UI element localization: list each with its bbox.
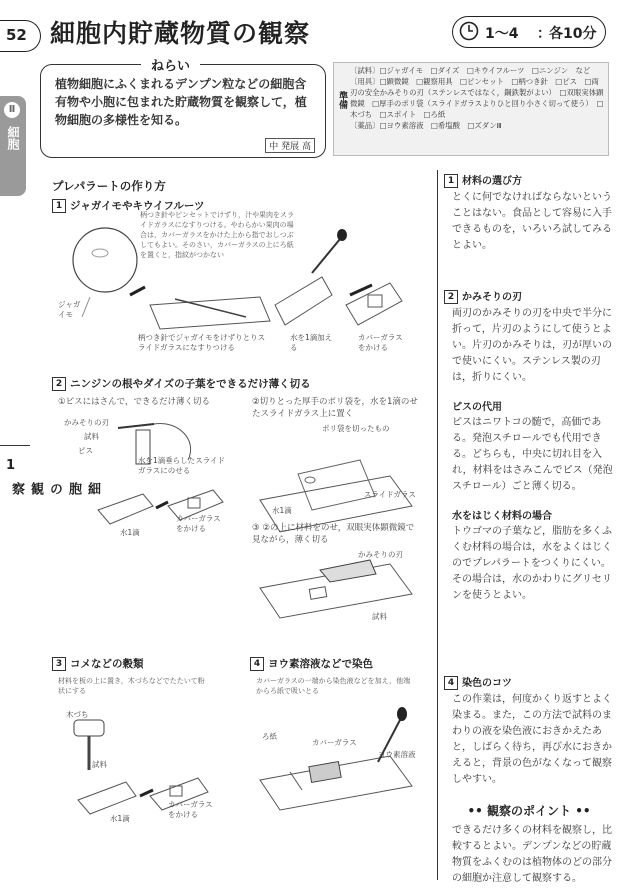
side-chapter-text: 細胞の観察 [9, 482, 100, 495]
step3-label-cover: カバーガラスをかける [168, 800, 213, 819]
sparkle-icon: •• [467, 804, 483, 818]
step1-title: 1 ジャガイモやキウイフルーツ [52, 198, 205, 213]
step4-title: 4 ヨウ素溶液などで染色 [250, 656, 373, 671]
rp-s5-head: 4 染色のコツ [444, 674, 614, 690]
side-tab-roman: Ⅱ [4, 102, 20, 118]
step1-label-potato: ジャガイモ [58, 300, 81, 319]
aim-box [40, 59, 326, 158]
rp-s4-body: トウゴマの子葉など，脂肪を多くふくむ材料の場合は，水をよくはじくのでプレパラートをつくりにくい。その場合は，水のかわりにグリセリンを使うとよい。 [452, 526, 612, 601]
step2-title: 2 ニンジンの根やダイズの子葉をできるだけ薄く切る [52, 376, 311, 391]
rp-s4-head: 水をはじく材料の場合 [452, 511, 552, 522]
step2-label-sample2: 試料 [372, 612, 387, 621]
page-number-badge [0, 20, 41, 52]
step2-label-blade: かみそりの刃 [64, 418, 109, 427]
step2-label-water2: 水1滴 [272, 506, 292, 515]
step1-label-water: 水を1滴加える [290, 333, 333, 352]
step3-label-sample: 試料 [92, 760, 107, 769]
side-tab-text: 細胞 [6, 126, 20, 150]
step3-label-mallet: 木づち [66, 710, 89, 719]
step2-sub1: ①ピスにはさんで，できるだけ薄く切る [58, 397, 210, 407]
step2-label-cover: カバーガラスをかける [176, 514, 221, 533]
step2-sub2: ②切りとった厚手のポリ袋を，水を1滴のせたスライドガラス上に置く [252, 397, 418, 419]
step2-sub3: ③ ②の上に材料をのせ，双眼実体顕微鏡で見ながら，薄く切る [252, 523, 415, 545]
prep-tools: 〔用具〕□顕微鏡 □観察用具 □ピンセット □柄つき針 □ピス □両刃の安全かみそりの刃（ステンレスではなく，鋼鉄製がよい） □双眼実体顕微鏡 □厚手のポリ袋（スライドガラスよりひと回り小さく切って使う） □木づち □スポイト □ろ紙 [350, 77, 604, 119]
page-number: 52 [6, 26, 27, 44]
time-steps: 1〜4 [485, 26, 519, 42]
rp-s5-body: この作業は，何度かくり返すとよく染まる。また，この方法で試料のまわりの液を染色液におきかえたあと，しばらく待ち，再び水におきかえると，背景の色がなくなって観察しやすい。 [452, 694, 612, 785]
time-badge: 1〜4 ： 各10分 [452, 16, 606, 48]
step1-num: 1 [52, 199, 66, 213]
prep-label: 準備 [337, 91, 347, 109]
step3-label-water: 水1滴 [110, 814, 130, 823]
right-panel [444, 170, 614, 887]
step3-num: 3 [52, 657, 66, 671]
step2-label-water-slide: 水を1滴垂らしたスライドガラスにのせる [138, 456, 226, 475]
step3-note: 材料を板の上に置き，木づちなどでたたいて粉状にする [58, 677, 205, 695]
sparkle-icon: •• [575, 804, 591, 818]
step3-title: 3 コメなどの穀類 [52, 656, 144, 671]
rp-s1-head: 1 材料の選び方 [444, 172, 614, 188]
step1-note: 柄つき針やピンセットでけずり，汁や果肉をスライドガラスになすりつける。やわらかい果肉の場合は，カバーガラスをかけた上から指でおしつぶしてもよい。そのさい，カバーガラスの上にろ紙を置くと，指紋がつかない [140, 211, 294, 259]
step4-note: カバーガラスの一端から染色液などを加え，他端からろ紙で吸いとる [256, 677, 411, 695]
step2-label-sample: 試料 [84, 432, 99, 441]
rp-s3-head: ピスの代用 [452, 402, 502, 413]
step4-label-cover: カバーガラス [312, 738, 357, 747]
column-divider [437, 170, 438, 880]
step4-num: 4 [250, 657, 264, 671]
clock-icon [459, 21, 479, 45]
step1-label-scrape: 柄つき針でジャガイモをけずりとりスライドガラスになすりつける [138, 333, 266, 352]
rp-s1-body: とくに何でなければならないということはない。食品として容易に入手できるものを，いろいろ試してみるとよい。 [452, 192, 612, 251]
step4-label-paper: ろ紙 [262, 732, 277, 741]
rp-s2-body: 両刃のかみそりの刃を中央で半分に折って，片刃のようにして使うとよい。片刃のかみそりは，刃が厚いので使いにくい。ステンレス製の刃は，折りにくい。 [452, 308, 612, 383]
step4-illustration [250, 700, 430, 820]
step2-illustration-right [250, 420, 430, 620]
rp-point-head: •• 観察のポイント •• [467, 804, 591, 818]
rp-s2-head: 2 かみそりの刃 [444, 288, 614, 304]
side-tab [0, 96, 26, 196]
time-each: 各10分 [549, 26, 597, 42]
prep-materials: 〔試料〕□ジャガイモ □ダイズ □キウイフルーツ □ニンジン など [350, 66, 591, 75]
step4-label-iodine: ヨウ素溶液 [378, 750, 416, 759]
rp-point-body: できるだけ多くの材料を観察し，比較するとよい。デンプンなどの貯蔵物質をふくむのは植物体のどの部分の細胞か注意して観察する。 [452, 825, 612, 884]
prep-section-title: プレパラートの作り方 [52, 179, 166, 193]
step2-label-water: 水1滴 [120, 528, 140, 537]
step2-num: 2 [52, 377, 66, 391]
rp-s3-body: ピスはニワトコの髄で，高価である。発泡スチロールでも代用できる。どちらも，中央に切れ目を入れ，材料をはさみこんでピス（発泡スチロール）ごと薄く切る。 [452, 417, 613, 492]
page-title: 細胞内貯蔵物質の観察 [50, 19, 311, 48]
aim-text: 植物細胞にふくまれるデンプン粒などの細胞含有物や小胞に包まれた貯蔵物質を観察して，植物細胞の多様性を知る。 [55, 77, 307, 127]
prep-box [333, 62, 609, 156]
step2-label-bag: ポリ袋を切ったもの [322, 424, 390, 433]
step2-label-pith: ピス [78, 446, 93, 455]
aim-badges: 中 発展 高 [265, 138, 315, 153]
prep-reagents: 〔薬品〕□ヨウ素溶液 □希塩酸 □ズダンⅢ [350, 121, 502, 130]
step1-label-cover: カバーガラスをかける [358, 333, 403, 352]
side-chapter-num: 1 [6, 458, 16, 473]
step2-label-blade2: かみそりの刃 [358, 550, 403, 559]
aim-heading: ねらい [141, 55, 200, 74]
step2-label-slide: スライドガラス [364, 490, 416, 499]
